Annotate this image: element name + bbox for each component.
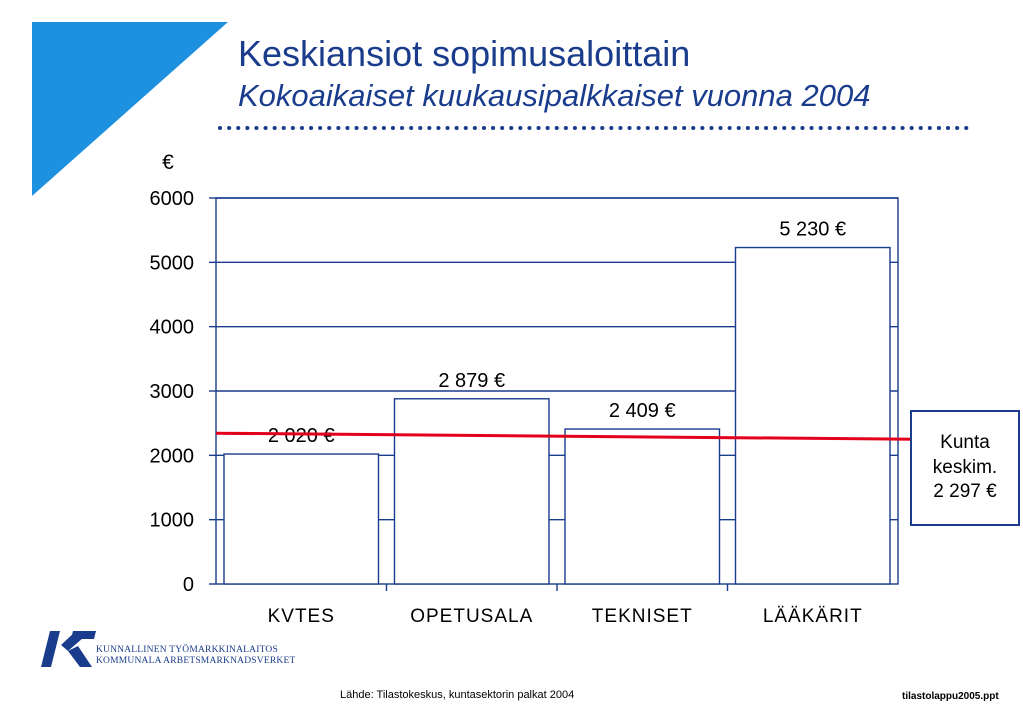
y-tick-label: 5000: [149, 252, 194, 275]
page-subtitle: Kokoaikaiset kuukausipalkkaiset vuonna 2004: [238, 78, 871, 113]
kunta-average-box: [910, 410, 1020, 526]
y-tick-label: 1000: [149, 509, 194, 532]
y-axis-label: €: [162, 151, 174, 174]
data-label: 5 230 €: [779, 218, 847, 241]
organization-name-sv: KOMMUNALA ARBETSMARKNADSVERKET: [96, 655, 296, 666]
data-label: 2 020 €: [267, 425, 335, 448]
organization-name: [96, 645, 295, 667]
organization-name-fi: KUNNALLINEN TYÖMARKKINALAITOS: [96, 645, 278, 655]
x-tick-label: KVTES: [267, 606, 335, 627]
data-label: 2 879 €: [438, 369, 506, 392]
page-title: Keskiansiot sopimusaloittain: [238, 33, 691, 74]
y-tick-label: 4000: [149, 316, 194, 339]
bar: [565, 429, 720, 584]
bar: [395, 399, 550, 584]
x-tick-label: OPETUSALA: [410, 606, 534, 627]
kt-logo-icon: [40, 631, 96, 667]
y-tick-label: 6000: [149, 188, 194, 210]
y-tick-label: 2000: [149, 445, 194, 468]
bar: [224, 454, 379, 584]
file-name: tilastolappu2005.ppt: [902, 691, 999, 702]
kunta-label-value: 2 297 €: [933, 481, 997, 503]
data-label: 2 409 €: [608, 400, 676, 423]
source-note: Lähde: Tilastokeskus, kuntasektorin palkat 2004: [340, 689, 575, 701]
y-tick-label: 3000: [149, 381, 194, 403]
kunta-label-line1: Kunta: [940, 431, 990, 453]
x-tick-label: TEKNISET: [591, 606, 693, 627]
kunta-label-line2: keskim.: [932, 456, 998, 478]
bar: [736, 248, 891, 584]
x-tick-label: LÄÄKÄRIT: [762, 606, 863, 627]
y-tick-label: 0: [182, 574, 194, 596]
